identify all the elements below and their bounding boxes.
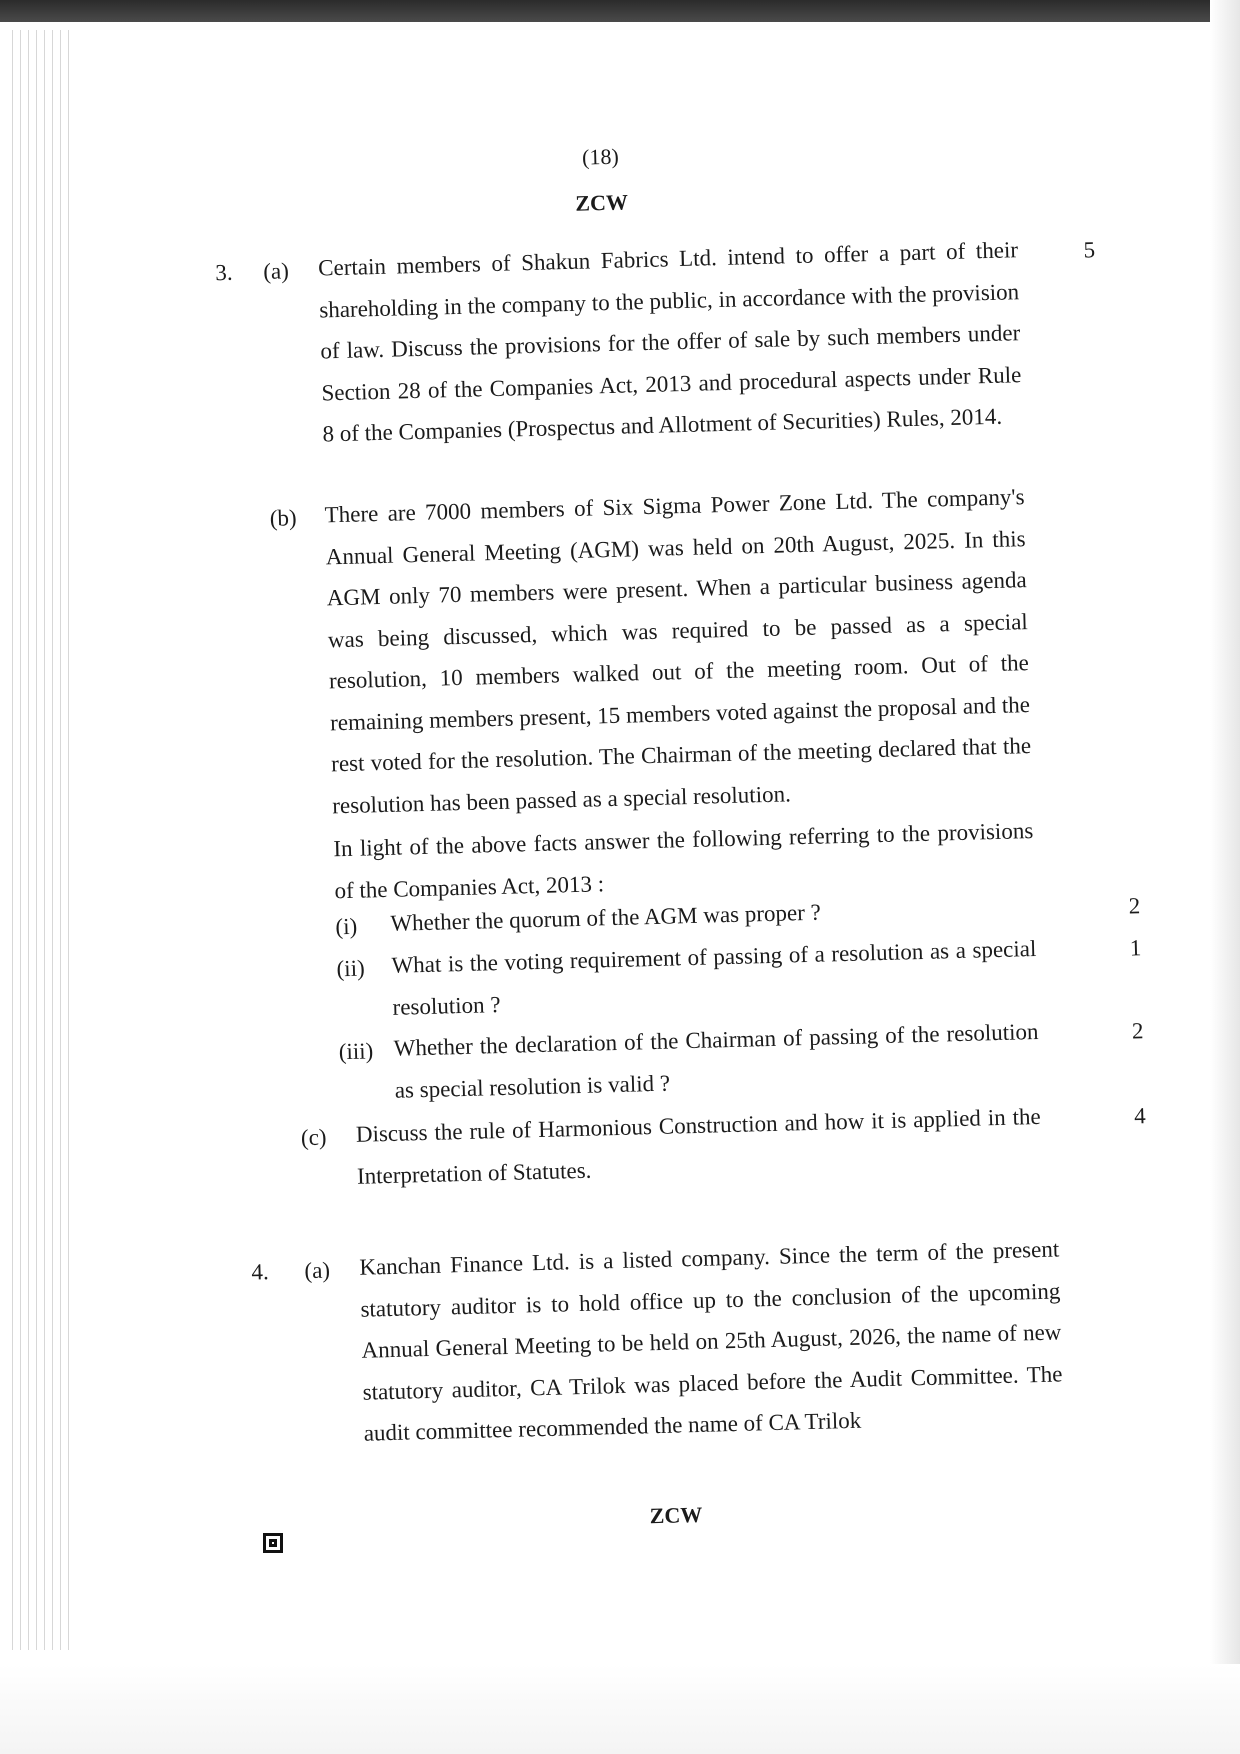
exam-page [200, 127, 1197, 1572]
q3-b-sub-iii-marks: 2 [1131, 1018, 1144, 1044]
paper-code-bottom: ZCW [649, 1501, 703, 1529]
q3-part-a-label: (a) [262, 258, 290, 284]
q3-b-sub-ii-text: What is the voting requirement of passing of a resolution as a special resolution ? [391, 935, 1037, 1020]
q4-part-a-label: (a) [304, 1257, 331, 1284]
q3-part-b-intro: In light of the above facts answer the following referring to the provisions of the Companies Act, 2013 : [333, 817, 1034, 903]
q3-part-a-text: Certain members of Shakun Fabrics Ltd. intend to offer a part of their shareholding in the company to the public, in accordance with the provision of law. Discuss the provisions for the offer of sale by such members under Section 28 of the Companies Act, 2013 and procedural aspects under Rule 8 of the Companies (Prospectus and Allotment of Securities) Rules, 2014. [317, 237, 1022, 447]
question-number-4: 4. [251, 1259, 270, 1285]
scan-top-border [0, 0, 1240, 22]
q3-b-sub-i-text: Whether the quorum of the AGM was proper ? [390, 899, 822, 936]
paper-code-top: ZCW [575, 189, 629, 216]
page-number: (18) [581, 143, 620, 170]
q3-b-sub-iii-text: Whether the declaration of the Chairman of passing of the resolution as special resolution is valid ? [393, 1018, 1039, 1103]
q3-part-a-marks: 5 [1083, 237, 1096, 263]
q3-part-b-text: There are 7000 members of Six Sigma Power Zone Ltd. The company's Annual General Meeting (AGM) was held on 20th August, 2025. In this AGM only 70 members were present. When a particular business agenda was being discussed, which was required to be passed as a special resolution, 10 members walked out of the meeting room. Out of the remaining members present, 15 members voted against the proposal and the rest voted for the resolution. The Chairman of the meeting declared that the resolution has been passed as a special resolution. [324, 484, 1032, 818]
q3-part-c-label: (c) [300, 1124, 327, 1151]
q3-part-c-marks: 4 [1133, 1103, 1147, 1129]
q3-part-b-label: (b) [269, 505, 297, 531]
stacked-page-edges [8, 30, 78, 1650]
page-marker-square-icon [263, 1533, 283, 1553]
scan-right-edge-shadow [1210, 0, 1240, 1754]
q3-b-sub-i-label: (i) [335, 913, 358, 940]
q4-part-a-text: Kanchan Finance Ltd. is a listed company. Since the term of the present statutory auditor is to hold office up to the conclusion of the upcoming Annual General Meeting to be held on 25th August, 2026, the name of new statutory auditor, CA Trilok was placed before the Audit Committee. The audit committee recommended the name of CA Trilok [359, 1236, 1063, 1446]
scan-bottom-shade [0, 1664, 1240, 1754]
q3-b-sub-i-marks: 2 [1128, 893, 1141, 919]
q3-part-c-text: Discuss the rule of Harmonious Construction and how it is applied in the Interpretation of Statutes. [355, 1103, 1042, 1189]
q3-b-sub-ii-label: (ii) [336, 955, 366, 982]
q3-b-sub-iii-label: (iii) [338, 1038, 374, 1065]
question-number-3: 3. [214, 259, 233, 286]
q3-b-sub-ii-marks: 1 [1129, 935, 1142, 961]
